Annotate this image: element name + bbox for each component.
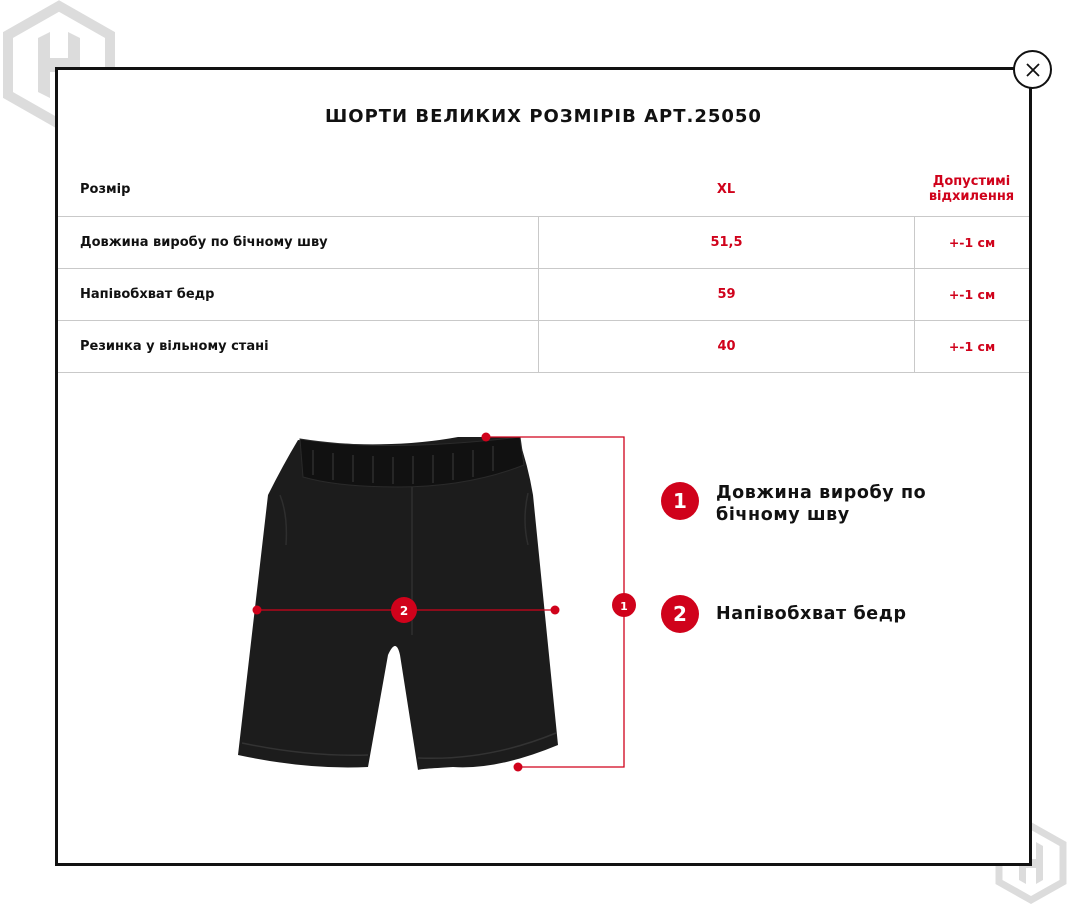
hip-marker-label: 2	[399, 604, 409, 618]
close-icon	[1025, 62, 1041, 78]
legend-text: Напівобхват бедр	[716, 604, 907, 624]
row-value: 51,5	[538, 217, 914, 268]
modal-title: ШОРТИ ВЕЛИКИХ РОЗМІРІВ АРТ.25050	[325, 106, 762, 127]
row-tolerance: +-1 см	[914, 269, 1029, 320]
row-value: 40	[538, 321, 914, 372]
legend-badge: 1	[661, 482, 699, 520]
row-tolerance: +-1 см	[914, 217, 1029, 268]
row-param: Резинка у вільному стані	[80, 339, 269, 354]
table-row	[58, 320, 1029, 372]
legend-badge: 2	[661, 595, 699, 633]
header-tolerance: Допустимі відхилення	[928, 174, 1015, 204]
header-size-value: XL	[716, 181, 736, 197]
row-tolerance: +-1 см	[914, 321, 1029, 372]
row-param: Довжина виробу по бічному шву	[80, 235, 328, 250]
shorts-diagram	[228, 425, 648, 785]
legend-item-hip	[661, 595, 936, 633]
table-header-row	[58, 162, 1029, 216]
legend-text: Довжина виробу по бічному шву	[716, 483, 927, 525]
legend-item-length	[661, 482, 936, 526]
close-button[interactable]	[1013, 50, 1052, 89]
row-value: 59	[538, 269, 914, 320]
table-divider	[58, 372, 1029, 373]
length-marker-label: 1	[620, 600, 628, 613]
header-size-label: Розмір	[80, 181, 131, 197]
table-row	[58, 268, 1029, 320]
table-row	[58, 216, 1029, 268]
size-chart-modal	[55, 67, 1032, 866]
row-param: Напівобхват бедр	[80, 287, 215, 302]
